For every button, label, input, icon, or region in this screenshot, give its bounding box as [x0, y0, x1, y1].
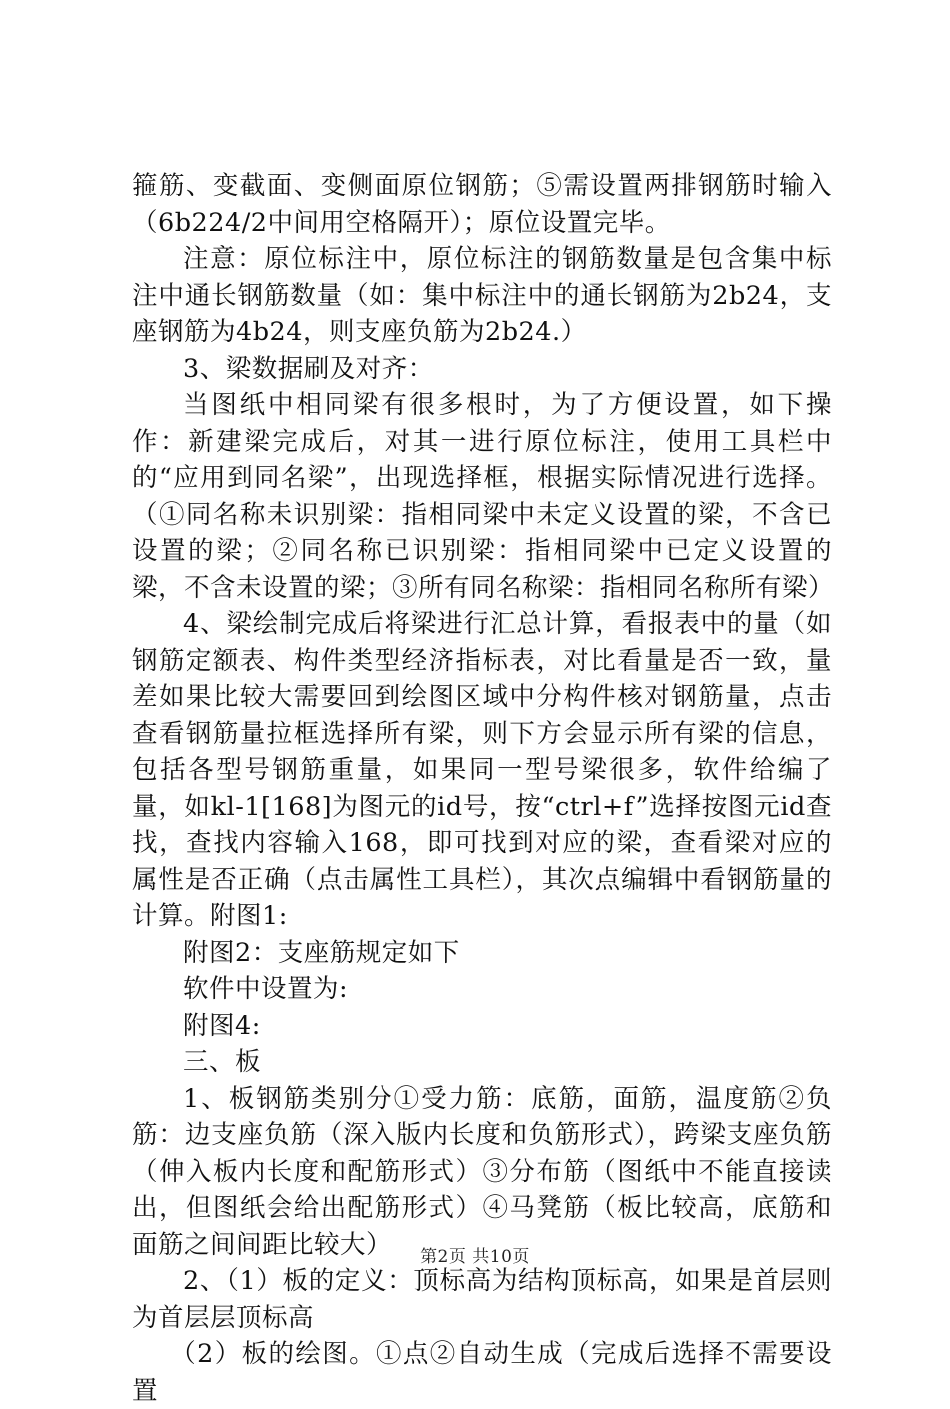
page-number-footer: 第2页 共10页 [420, 1247, 530, 1267]
section-heading-beam-brush: 3、梁数据刷及对齐： [183, 353, 434, 384]
paragraph-software-setting: 软件中设置为: [183, 974, 349, 1004]
figure-caption-2: 附图2：支座筋规定如下 [183, 937, 460, 968]
paragraph-note: 注意：原位标注中，原位标注的钢筋数量是包含集中标注中通长钢筋数量（如：集中标注中的通长钢筋为2b24，支座钢筋为4b24，则支座负筋为2b24.） [132, 244, 832, 347]
paragraph-slab-definition: 2、（1）板的定义：顶标高为结构顶标高，如果是首层则为首层层顶标高 [132, 1266, 832, 1333]
paragraph-beam-summary: 4、梁绘制完成后将梁进行汇总计算，看报表中的量（如钢筋定额表、构件类型经济指标表，对比看量是否一致，量差如果比较大需要回到绘图区域中分构件核对钢筋量，点击查看钢筋量拉框选择所有梁，则下方会显示所有梁的信息，包括各型号钢筋重量，如果同一型号梁很多，软件给编了量，如kl-1[168]为图元的id号，按“ctrl+f”选择按图元id查找，查找内容输入168，即可找到对应的梁，查看梁对应的属性是否正确（点击属性工具栏），其次点编辑中看钢筋量的计算。附图1: [132, 609, 832, 931]
paragraph-slab-drawing: （2）板的绘图。①点②自动生成（完成后选择不需要设置 [132, 1339, 832, 1406]
paragraph-same-name-beam: 当图纸中相同梁有很多根时，为了方便设置，如下操作：新建梁完成后，对其一进行原位标注，使用工具栏中的“应用到同名梁”，出现选择框，根据实际情况进行选择。（①同名称未识别梁：指相同梁中未定义设置的梁，不含已设置的梁；②同名称已识别梁：指相同梁中已定义设置的梁，不含未设置的梁；③所有同名称梁：指相同名称所有梁） [132, 390, 835, 603]
paragraph-slab-rebar-types: 1、板钢筋类别分①受力筋：底筋，面筋，温度筋②负筋：边支座负筋（深入版内长度和负筋形式），跨梁支座负筋（伸入板内长度和配筋形式）③分布筋（图纸中不能直接读出，但图纸会给出配筋形式）④马凳筋（板比较高，底筋和面筋之间间距比较大） [132, 1083, 832, 1260]
paragraph-stirrup-continuation: 箍筋、变截面、变侧面原位钢筋；⑤需设置两排钢筋时输入（6b224/2中间用空格隔开）；原位设置完毕。 [132, 171, 832, 238]
section-heading-slab: 三、板 [183, 1047, 262, 1077]
document-body [132, 168, 835, 1409]
figure-caption-4: 附图4: [183, 1010, 261, 1041]
